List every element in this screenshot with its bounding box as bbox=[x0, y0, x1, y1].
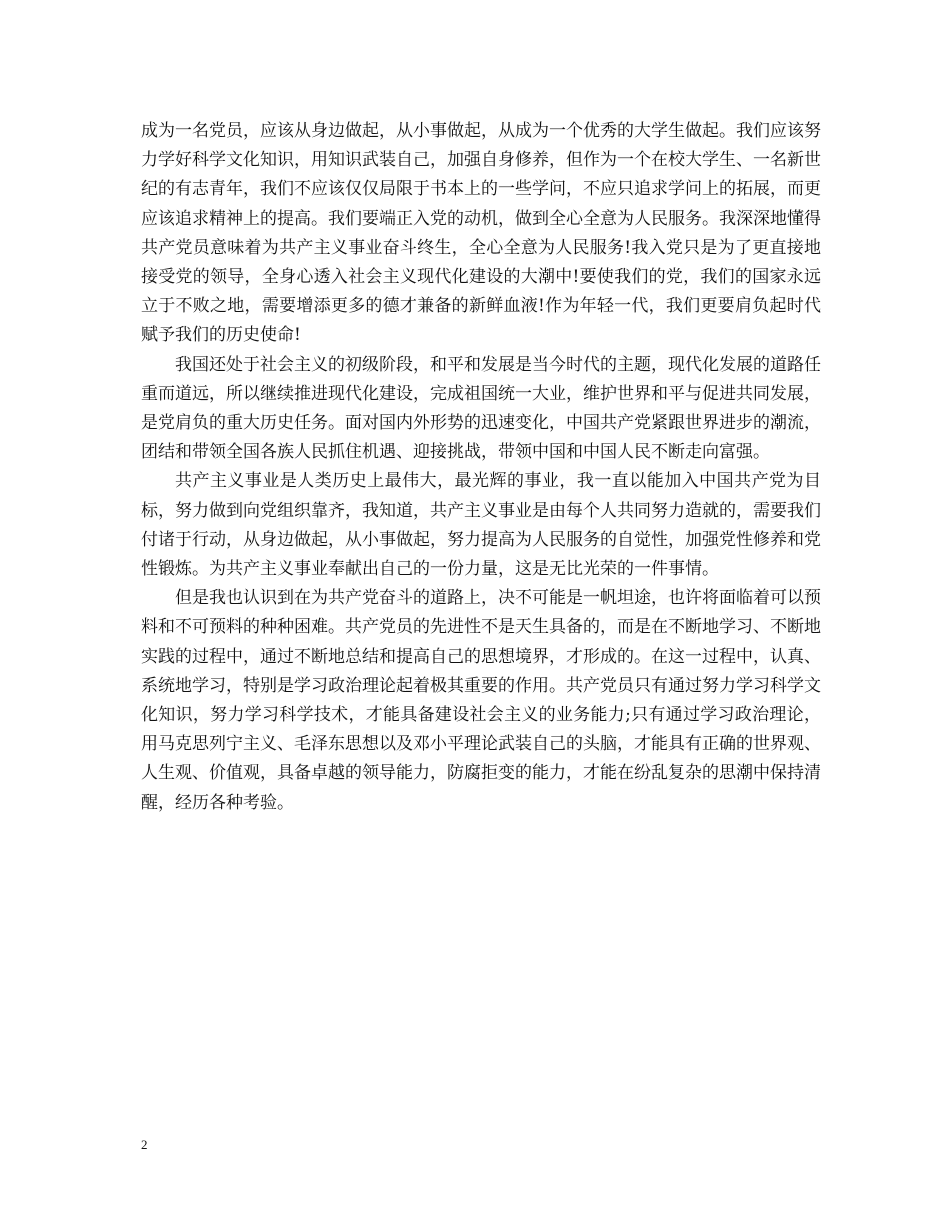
paragraph-2: 我国还处于社会主义的初级阶段，和平和发展是当今时代的主题，现代化发展的道路任重而道远，所以继续推进现代化建设，完成祖国统一大业，维护世界和平与促进共同发展，是党肩负的重大历史任务。面对国内外形势的迅速变化，中国共产党紧跟世界进步的潮流，团结和带领全国各族人民抓住机遇、迎接挑战，带领中国和中国人民不断走向富强。 bbox=[141, 354, 821, 463]
paragraph-4: 但是我也认识到在为共产党奋斗的道路上，决不可能是一帆坦途，也许将面临着可以预料和不可预料的种种困难。共产党员的先进性不是天生具备的，而是在不断地学习、不断地实践的过程中，通过不断地总结和提高自己的思想境界，才形成的。在这一过程中，认真、系统地学习，特别是学习政治理论起着极其重要的作用。共产党员只有通过努力学习科学文化知识，努力学习科学技术，才能具备建设社会主义的业务能力;只有通过学习政治理论，用马克思列宁主义、毛泽东思想以及邓小平理论武装自己的头脑，才能具有正确的世界观、人生观、价值观，具备卓越的领导能力，防腐拒变的能力，才能在纷乱复杂的思潮中保持清醒，经历各种考验。 bbox=[141, 588, 821, 813]
paragraph-1: 成为一名党员，应该从身边做起，从小事做起，从成为一个优秀的大学生做起。我们应该努力学好科学文化知识，用知识武装自己，加强自身修养，但作为一个在校大学生、一名新世纪的有志青年，我们不应该仅仅局限于书本上的一些学问，不应只追求学问上的拓展，而更应该追求精神上的提高。我们要端正入党的动机，做到全心全意为人民服务。我深深地懂得共产党员意味着为共产主义事业奋斗终生，全心全意为人民服务!我入党只是为了更直接地接受党的领导，全身心透入社会主义现代化建设的大潮中!要使我们的党，我们的国家永远立于不败之地，需要增添更多的德才兼备的新鲜血液!作为年轻一代，我们更要肩负起时代赋予我们的历史使命! bbox=[141, 121, 821, 346]
page-number: 2 bbox=[141, 1137, 148, 1152]
document-body bbox=[141, 117, 821, 818]
paragraph-3: 共产主义事业是人类历史上最伟大，最光辉的事业，我一直以能加入中国共产党为目标，努力做到向党组织靠齐，我知道，共产主义事业是由每个人共同努力造就的，需要我们付诸于行动，从身边做起，从小事做起，努力提高为人民服务的自觉性，加强党性修养和党性锻炼。为共产主义事业奉献出自己的一份力量，这是无比光荣的一件事情。 bbox=[141, 471, 821, 580]
